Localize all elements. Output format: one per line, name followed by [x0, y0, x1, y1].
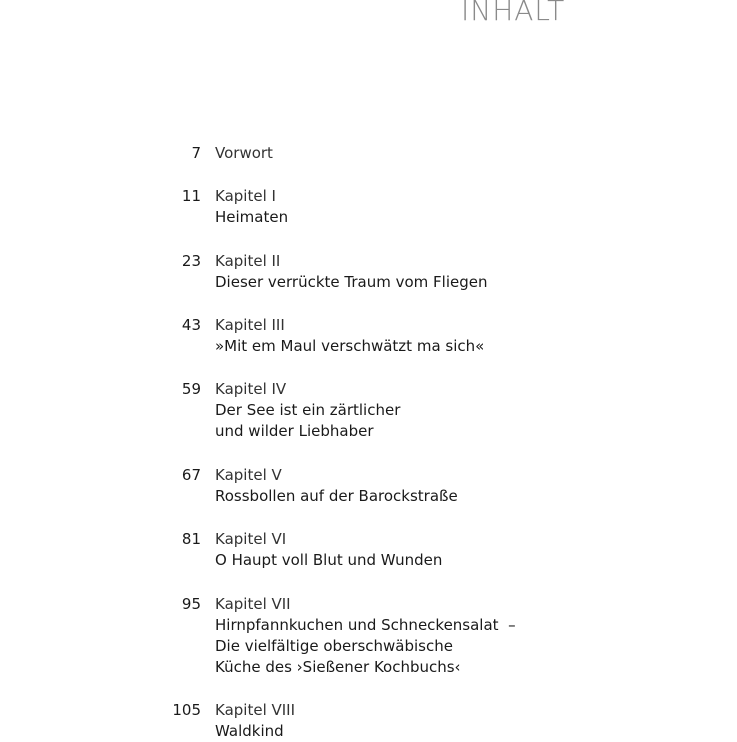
chapter-label: Kapitel VII [215, 595, 291, 613]
chapter-title: Dieser verrückte Traum vom Fliegen [215, 273, 488, 291]
chapter-label: Kapitel VI [215, 530, 287, 548]
chapter-title: Küche des ›Sießener Kochbuchs‹ [215, 658, 461, 676]
chapter-title: und wilder Liebhaber [215, 422, 374, 440]
chapter-label: Kapitel II [215, 252, 281, 270]
page-number: 11 [181, 187, 201, 205]
chapter-title: Waldkind [215, 722, 284, 740]
chapter-label: Vorwort [215, 144, 273, 162]
page-number: 95 [181, 595, 201, 613]
page-number: 23 [181, 252, 201, 270]
chapter-title: »Mit em Maul verschwätzt ma sich« [215, 337, 485, 355]
chapter-title: Rossbollen auf der Barockstraße [215, 487, 458, 505]
chapter-label: Kapitel I [215, 187, 276, 205]
page-number: 81 [181, 530, 201, 548]
chapter-title: Der See ist ein zärtlicher [215, 401, 401, 419]
page-number: 105 [172, 701, 201, 719]
chapter-label: Kapitel III [215, 316, 285, 334]
page-number: 59 [181, 380, 201, 398]
page-number: 67 [181, 466, 201, 484]
chapter-title: O Haupt voll Blut und Wunden [215, 551, 443, 569]
chapter-label: Kapitel VIII [215, 701, 296, 719]
chapter-title: Die vielfältige oberschwäbische [215, 637, 453, 655]
chapter-title: Hirnpfannkuchen und Schneckensalat – [215, 616, 516, 634]
chapter-label: Kapitel V [215, 466, 282, 484]
chapter-title: Heimaten [215, 208, 289, 226]
chapter-label: Kapitel IV [215, 380, 287, 398]
page-number: 43 [181, 316, 201, 334]
page-number: 7 [191, 144, 201, 162]
page-title: INHALT [461, 0, 566, 27]
